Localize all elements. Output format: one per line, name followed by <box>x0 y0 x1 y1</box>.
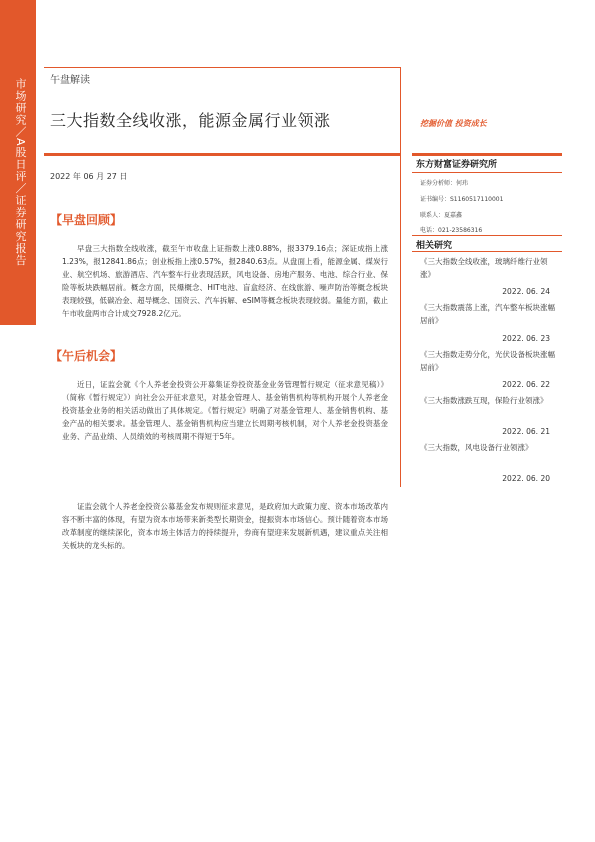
section-heading-text: 午后机会 <box>62 349 111 363</box>
paragraph-morning: 早盘三大指数全线收涨，截至午市收盘上证指数上涨0.88%，报3379.16点；深证成指上涨1.23%，报12841.86点；创业板指上涨0.57%，报2840.63点。从盘面上看，能源金属、煤炭行业、航空机场、旅游酒店、汽车整车行业表现活跃，风电设备、房地产服务、电池、综合行业、保险等板块跌幅居前。概念方面，民爆概念、HIT电池、盲盒经济、在线旅游、噪声防治等概念板块表现较强，低碳冶金、超导概念、国资云、汽车拆解、eSIM等概念板块表现较弱。量能方面，截止午市收盘两市合计成交7928.2亿元。 <box>62 244 388 318</box>
contact-person: 联系人：夏嘉鑫 <box>420 212 463 219</box>
sidebar-band <box>0 0 36 325</box>
slogan: 挖掘价值 投资成长 <box>420 119 487 128</box>
related-item-title[interactable]: 《三大指数涨跌互现，保险行业领涨》 <box>420 396 548 405</box>
phone: 电话：021-23586316 <box>420 227 483 234</box>
related-rule <box>412 235 562 236</box>
header-rule <box>44 67 400 68</box>
certificate-number: 证书编号：S1160517110001 <box>420 196 504 203</box>
analyst: 证券分析师：何玮 <box>420 180 469 187</box>
report-title: 三大指数全线收涨，能源金属行业领涨 <box>50 111 331 130</box>
column-divider <box>400 67 401 487</box>
related-item-title[interactable]: 《三大指数全线收涨，玻璃纤维行业领涨》 <box>420 257 548 279</box>
related-item-date: 2022. 06. 20 <box>502 474 550 483</box>
related-item-title[interactable]: 《三大指数震荡上涨，汽车整车板块涨幅居前》 <box>420 303 555 325</box>
institute-rule-bottom <box>412 172 562 173</box>
sidebar-label: 市场研究／A股日评／证券研究报告 <box>14 78 27 267</box>
section-heading-morning: 【早盘回顾】 <box>50 213 123 227</box>
title-rule <box>44 153 400 156</box>
section-heading-text: 早盘回顾 <box>62 213 111 227</box>
related-item-title[interactable]: 《三大指数，风电设备行业领涨》 <box>420 443 533 452</box>
related-heading: 相关研究 <box>416 241 453 251</box>
related-item-date: 2022. 06. 22 <box>502 380 550 389</box>
institute-rule <box>412 153 562 156</box>
section-heading-afternoon: 【午后机会】 <box>50 349 123 363</box>
paragraph-afternoon-2: 证监会就个人养老金投资公募基金发布规则征求意见，是政府加大政策力度、资本市场改革内容不断丰富的体现，有望为资本市场带来新类型长期资金，提振资本市场信心。预计随着资本市场改革制度的继续深化，资本市场主体活力的持续提升，券商有望迎来发展新机遇，建议重点关注相关板块的龙头标的。 <box>62 502 388 550</box>
institute-name: 东方财富证券研究所 <box>416 160 498 170</box>
related-rule-bottom <box>412 251 562 252</box>
related-item-title[interactable]: 《三大指数走势分化，光伏设备板块涨幅居前》 <box>420 350 555 372</box>
related-item-date: 2022. 06. 21 <box>502 427 550 436</box>
paragraph-afternoon-1: 近日，证监会就《个人养老金投资公开募集证券投资基金业务管理暂行规定（征求意见稿）》（简称《暂行规定》）向社会公开征求意见，对基金管理人、基金销售机构等机构开展个人养老金投资基金业务的相关活动做出了具体规定。《暂行规定》明确了对基金管理人、基金销售机构、基金产品的相关要求。基金管理人、基金销售机构应当建立长周期考核机制，对个人养老金投资基金业务、产品业绩、人员绩效的考核周期不得短于5年。 <box>62 380 388 441</box>
report-date: 2022 年 06 月 27 日 <box>50 172 128 181</box>
related-item-date: 2022. 06. 24 <box>502 287 550 296</box>
related-item-date: 2022. 06. 23 <box>502 334 550 343</box>
report-category: 午盘解读 <box>50 75 90 86</box>
